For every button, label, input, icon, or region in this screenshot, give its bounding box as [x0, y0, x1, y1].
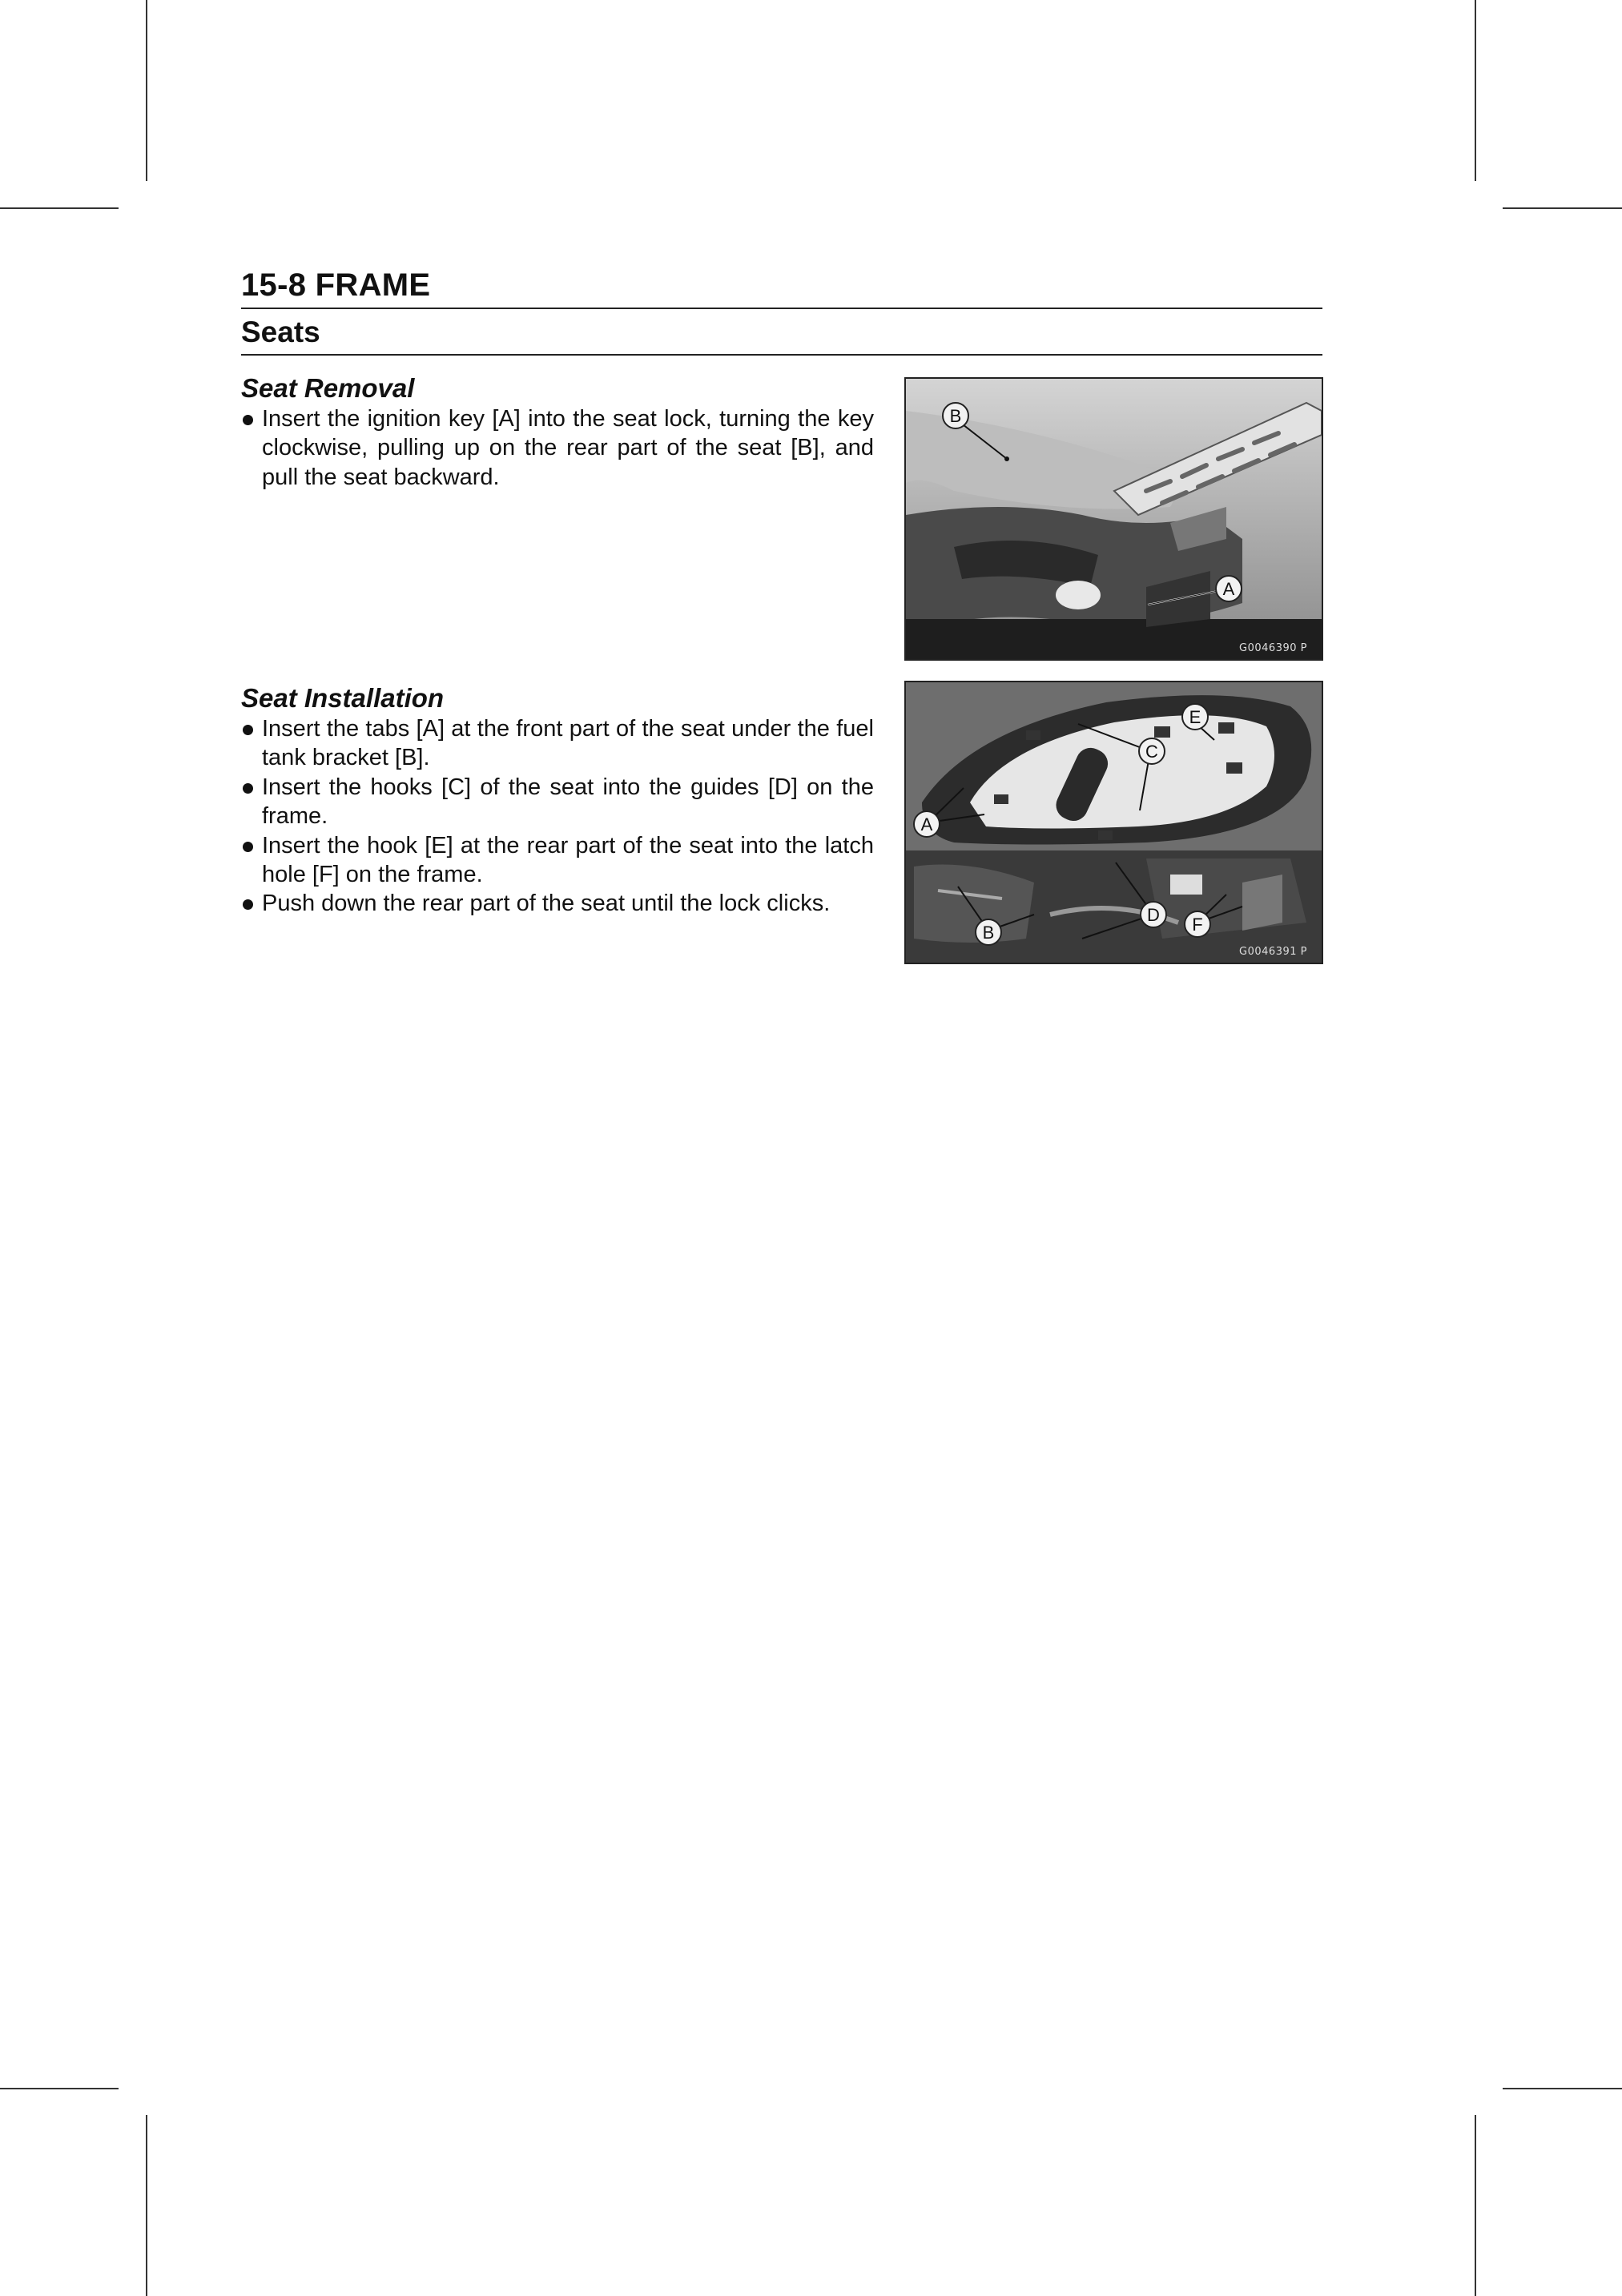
seat-installation-section — [241, 683, 874, 919]
seat-installation-heading: Seat Installation — [241, 683, 445, 713]
svg-text:C: C — [1145, 742, 1158, 762]
seat-removal-steps — [241, 404, 874, 492]
crop-mark — [1503, 207, 1622, 209]
seat-removal-figure — [904, 377, 1323, 661]
callout-d-icon — [1141, 902, 1166, 927]
svg-text:A: A — [1222, 579, 1235, 599]
seat-removal-heading: Seat Removal — [241, 373, 415, 403]
seat-removal-section — [241, 373, 874, 492]
step-item: Push down the rear part of the seat until the lock clicks. — [241, 889, 874, 918]
crop-mark — [146, 0, 147, 181]
svg-text:F: F — [1192, 915, 1203, 935]
crop-mark — [146, 2115, 147, 2296]
seat-installation-photo — [906, 682, 1322, 963]
step-item: Insert the hooks [C] of the seat into the guides [D] on the frame. — [241, 773, 874, 831]
figure-code: G0046390 P — [1239, 642, 1307, 654]
callout-c-icon — [1139, 738, 1165, 764]
seat-removal-photo — [906, 379, 1322, 659]
svg-text:B: B — [949, 406, 962, 426]
callout-b-icon — [943, 403, 968, 428]
page-title: 15-8 FRAME — [241, 267, 431, 303]
seat-installation-figure — [904, 681, 1323, 964]
svg-text:A: A — [920, 814, 933, 834]
page-header — [241, 263, 1322, 356]
crop-mark — [0, 207, 119, 209]
callout-f-icon — [1185, 911, 1210, 937]
callout-a-icon — [914, 811, 940, 837]
crop-mark — [1475, 2115, 1476, 2296]
svg-text:E: E — [1189, 707, 1201, 727]
step-item: Insert the ignition key [A] into the seat lock, turning the key clockwise, pulling up on the rear part of the seat [B], and pull the seat backward. — [241, 404, 874, 492]
callout-e-icon — [1182, 704, 1208, 730]
step-item: Insert the hook [E] at the rear part of the seat into the latch hole [F] on the frame. — [241, 831, 874, 890]
svg-text:B: B — [982, 923, 995, 943]
svg-text:D: D — [1147, 905, 1160, 925]
seat-installation-steps — [241, 714, 874, 919]
header-rule — [241, 308, 1322, 309]
callout-b-icon — [976, 919, 1001, 945]
callout-a-icon — [1216, 576, 1242, 601]
crop-mark — [0, 2088, 119, 2089]
figure-code: G0046391 P — [1239, 946, 1307, 958]
crop-mark — [1503, 2088, 1622, 2089]
section-rule — [241, 354, 1322, 356]
crop-mark — [1475, 0, 1476, 181]
section-title: Seats — [241, 316, 320, 348]
step-item: Insert the tabs [A] at the front part of the seat under the fuel tank bracket [B]. — [241, 714, 874, 773]
